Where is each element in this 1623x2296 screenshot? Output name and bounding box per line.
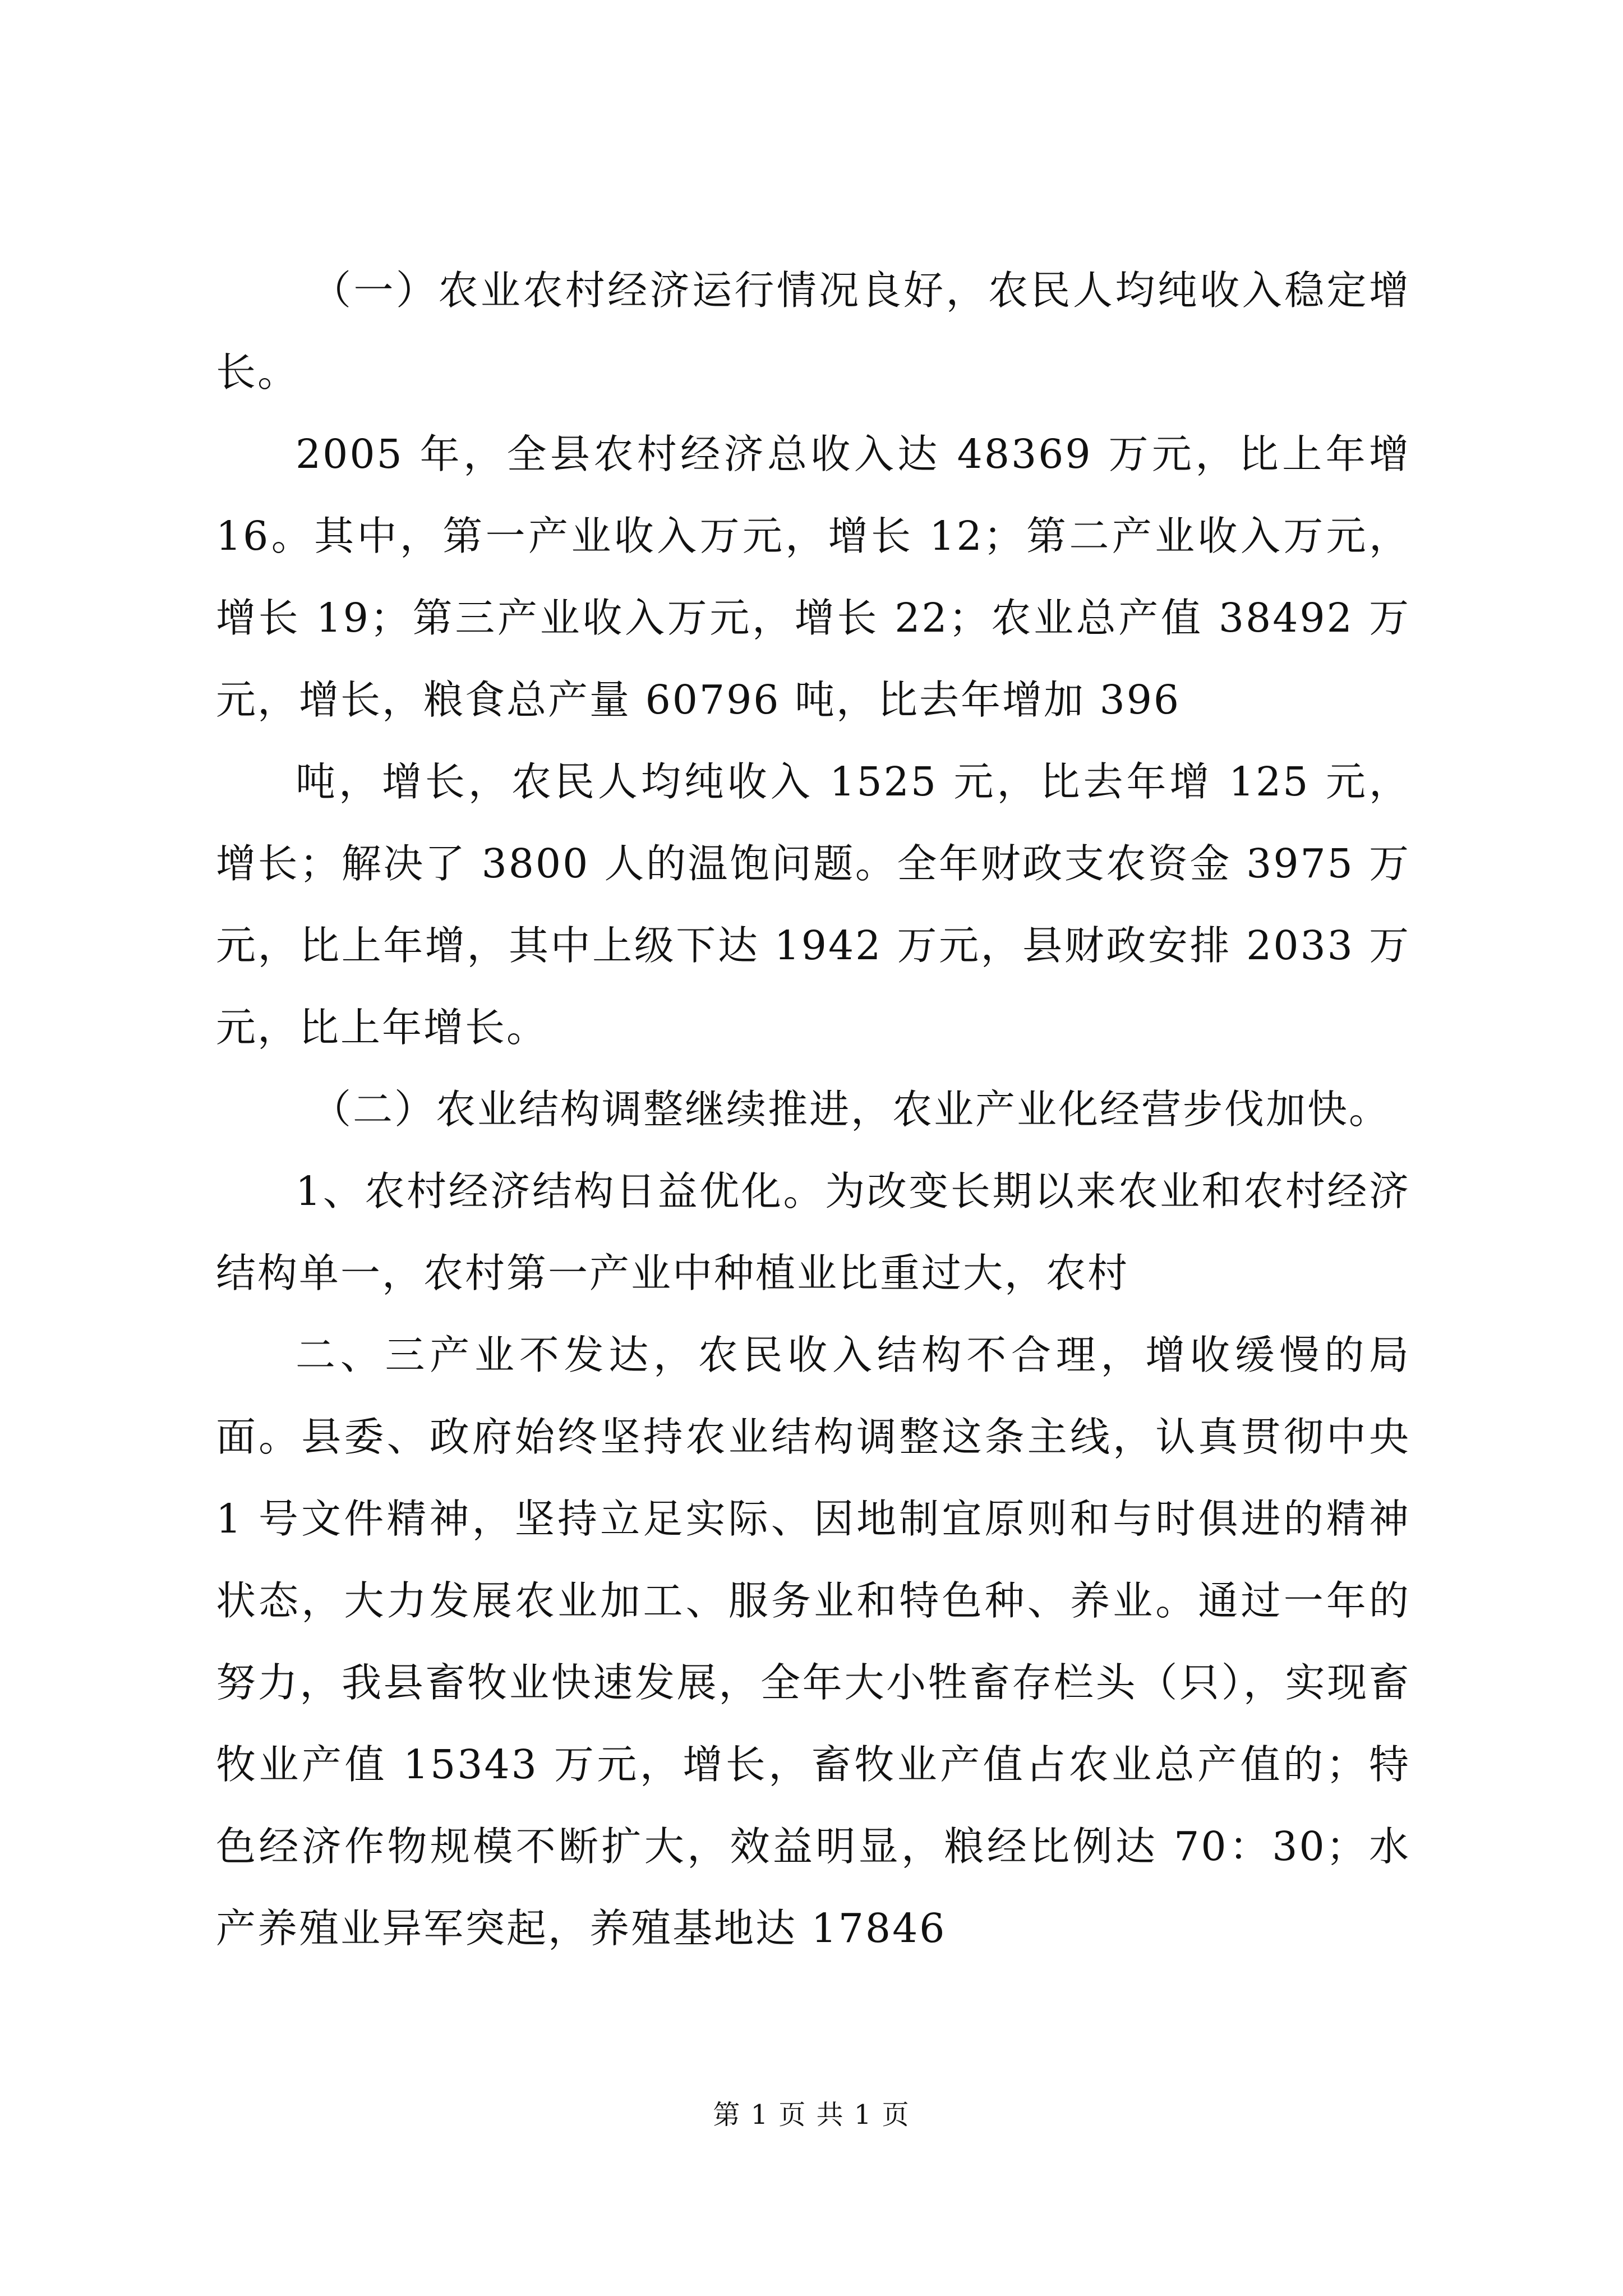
page-footer: 第 1 页 共 1 页 <box>713 2099 910 2131</box>
section-heading-2: （二）农业结构调整继续推进，农业产业化经营步伐加快。 <box>311 1086 1391 1133</box>
paragraph-income-summary: 2005 年，全县农村经济总收入达 48369 万元，比上年增 16。其中，第一产业收入万元，增长 12；第二产业收入万元，增长 19；第三产业收入万元，增长 22；农业总产值 38492 万元，增长，粮食总产量 60796 吨，比去年增加 396 <box>216 431 1410 723</box>
section-heading-1: （一）农业农村经济运行情况良好，农民人均纯收入稳定增长。 <box>216 267 1410 395</box>
paragraph-structure-2: 二、三产业不发达，农民收入结构不合理，增收缓慢的局面。县委、政府始终坚持农业结构调整这条主线，认真贯彻中央 1 号文件精神，坚持立足实际、因地制宜原则和与时俱进的精神状态，大力发展农业加工、服务业和特色种、养业。通过一年的努力，我县畜牧业快速发展，全年大小牲畜存栏头（只），实现畜牧业产值 15343 万元，增长，畜牧业产值占农业总产值的；特色经济作物规模不断扩大，效益明显，粮经比例达 70：30；水产养殖业异军突起，养殖基地达 17846 <box>216 1332 1410 1952</box>
document-body <box>216 250 1410 1970</box>
paragraph-structure-1: 1、农村经济结构日益优化。为改变长期以来农业和农村经济结构单一，农村第一产业中种植业比重过大，农村 <box>216 1168 1410 1296</box>
paragraph-farmer-income: 吨，增长，农民人均纯收入 1525 元，比去年增 125 元，增长；解决了 3800 人的温饱问题。全年财政支农资金 3975 万元，比上年增，其中上级下达 1942 万元，县财政安排 2033 万元，比上年增长。 <box>216 758 1410 1051</box>
